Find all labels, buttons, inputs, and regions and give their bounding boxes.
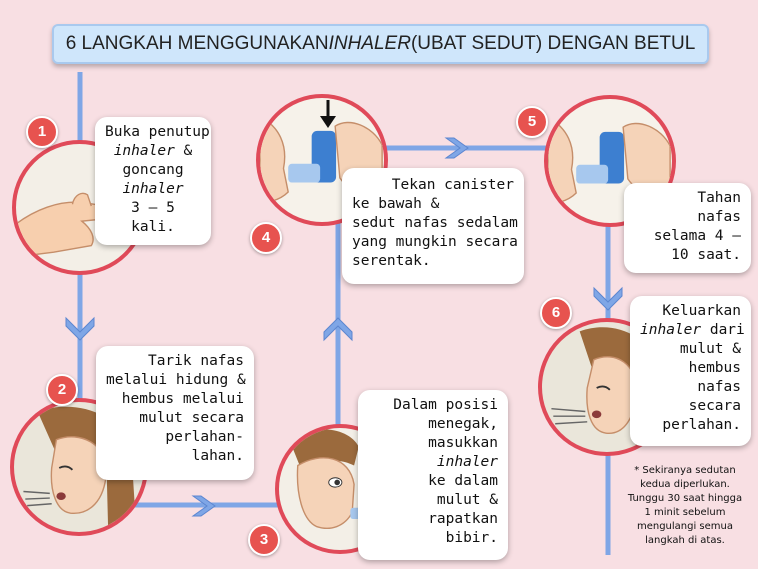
text-line: Buka penutup [105,124,210,140]
page-title [52,24,709,64]
text-line: Dalam posisi [393,397,498,413]
text-line: kali. [131,219,175,235]
step-5-text [624,183,751,273]
text-line: selama 4 – [653,228,741,244]
text-line: ke bawah & [352,196,440,212]
step-3-text [358,390,508,560]
text-line: lahan. [191,448,244,464]
text-line: hembus [688,360,741,376]
step-1-text [95,117,211,245]
footnote-line: Tunggu 30 saat hingga [627,493,743,504]
text-line: Tarik nafas [147,353,244,369]
text-line: 10 saat. [671,247,741,263]
text-line: yang mungkin secara [352,234,518,250]
text-line: nafas [697,209,741,225]
text-line: inhaler & [113,143,193,159]
step-5-badge: 5 [516,106,548,138]
step-1-badge: 1 [26,116,58,148]
text-line: Tahan [697,190,741,206]
text-line: rapatkan [428,511,498,527]
text-line: ke dalam [428,473,498,489]
text-line: perlahan. [662,417,741,433]
text-line: bibir. [445,530,498,546]
text-line: nafas [697,379,741,395]
text-line: secara [688,398,741,414]
text-line: melalui hidung & [106,372,246,388]
text-line: menegak, [428,416,498,432]
step-3-badge: 3 [248,524,280,556]
title-part-3: (UBAT SEDUT) DENGAN BETUL [410,33,696,54]
text-line: sedut nafas sedalam [352,215,518,231]
step-2-text [96,346,254,480]
text-line: 3 – 5 [131,200,175,216]
text-line: Tekan canister [391,177,514,193]
footnote-line: langkah di atas. [645,535,725,546]
text-line: masukkan [428,435,498,451]
footnote-line: 1 minit sebelum [644,507,726,518]
footnote-line: * Sekiranya sedutan [634,465,736,476]
text-line: perlahan- [165,429,244,445]
step-2-badge: 2 [46,374,78,406]
text-line: mulut secara [139,410,244,426]
text-line: mulut & [679,341,741,357]
text-line: Keluarkan [662,303,741,319]
text-line: inhaler [436,454,498,470]
title-part-2: INHALER [328,33,411,54]
down-arrow-icon [318,100,338,130]
text-line: inhaler dari [640,322,745,338]
step-4-badge: 4 [250,222,282,254]
text-line: serentak. [352,253,431,269]
footnote [612,464,758,548]
step-6-badge: 6 [540,297,572,329]
footnote-line: mengulangi semua [636,521,734,532]
text-line: mulut & [436,492,498,508]
text-line: inhaler [122,181,184,197]
step-4-text [342,168,524,284]
title-part-1: 6 LANGKAH MENGGUNAKAN [65,33,329,54]
footnote-line: kedua diperlukan. [640,479,730,490]
step-6-text [630,296,751,446]
text-line: hembus melalui [121,391,244,407]
text-line: goncang [122,162,184,178]
